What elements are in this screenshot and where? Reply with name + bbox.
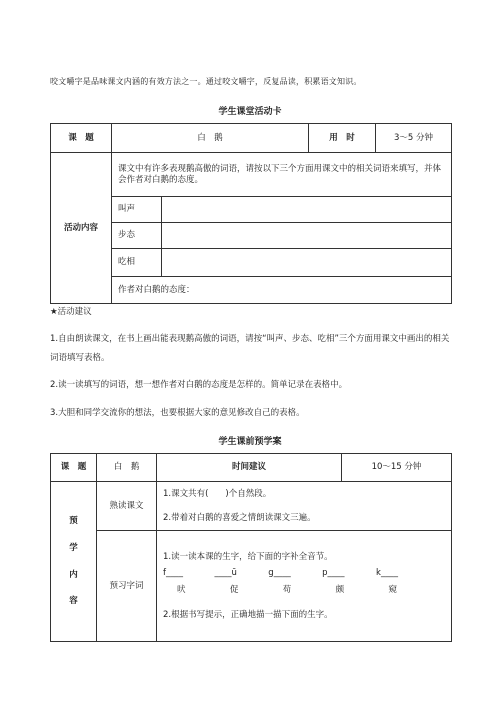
char-5: 窥 [388,585,397,595]
row-eat-label: 吃相 [112,249,162,276]
attitude-cell[interactable]: 作者对白鹅的态度： [112,277,452,304]
side-char-2: 学 [69,542,78,553]
read-items [157,482,452,531]
blank-2[interactable]: ____ū [214,568,237,579]
card2-title: 学生课前预学案 [218,437,282,447]
row-call-label: 叫声 [112,197,162,222]
card1-title: 学生课堂活动卡 [218,107,282,117]
blank-4[interactable]: p____ [322,568,345,579]
word-item-1: 1.读一读本课的生字，给下面的字补全音节。 [163,551,333,562]
preview-content-label [51,482,97,642]
char-3: 苟 [282,585,292,595]
char-2: 促 [229,585,239,595]
suggestions-heading: ★活动建议 [50,307,92,317]
suggestion-2: 2.读一读填写的词语，想一想作者对白鹅的态度是怎样的。简单记录在表格中。 [50,380,348,390]
row-gait [112,223,452,249]
activity-card-table [50,123,452,304]
suggestion-1: 1.自由朗读课文，在书上画出能表现鹅高傲的词语，请按“叫声、步态、吃相”三个方面用课文中画出的相关词语填写表格。 [50,334,450,363]
time-label: 用 时 [309,124,376,153]
blank-5[interactable]: k____ [376,568,398,579]
word-item-2: 2.根据书写提示，正确地描一描下面的生字。 [163,609,333,620]
row-eat [112,249,452,277]
blank-3[interactable]: g____ [268,568,291,579]
blank-1[interactable]: f____ [163,568,183,579]
char-list [163,585,397,596]
row-call-field[interactable] [162,197,451,222]
char-1: 吠 [177,585,186,595]
read-item-2: 2.带着对白鹅的喜爱之情朗读课文三遍。 [163,513,316,523]
row-gait-label: 步态 [112,223,162,248]
instruction-text: 课文中有许多表现鹅高傲的词语，请按以下三个方面用课文中的相关词语来填写，并体会作者对白鹅的态度。 [112,153,452,197]
topic-label: 课 题 [51,124,112,153]
content-label: 活动内容 [51,153,112,304]
word-label: 预习字词 [97,531,157,642]
topic-label-2: 课 题 [51,454,97,482]
read-item-1: 1.课文共有( )个自然段。 [163,489,272,499]
row-eat-field[interactable] [162,249,451,276]
side-char-1: 预 [69,516,78,527]
topic-value: 白 鹅 [112,124,309,153]
time-label-2: 时间建议 [157,454,342,482]
intro-text: 咬文嚼字是品味课文内涵的有效方法之一。通过咬文嚼字，反复品读，积累语文知识。 [50,77,362,86]
pinyin-blanks [163,568,398,579]
read-label: 熟读课文 [97,482,157,531]
time-value: 3～5 分钟 [376,124,452,153]
word-items [157,531,452,642]
time-value-2: 10～15 分钟 [342,454,452,482]
side-char-4: 容 [69,596,78,607]
preview-card-table [50,453,452,642]
char-4: 颇 [335,585,345,595]
side-char-3: 内 [69,569,78,580]
row-gait-field[interactable] [162,223,451,248]
suggestion-3: 3.大胆和同学交流你的想法，也要根据大家的意见修改自己的表格。 [50,408,305,418]
row-call [112,197,452,223]
topic-value-2: 白 鹅 [97,454,157,482]
